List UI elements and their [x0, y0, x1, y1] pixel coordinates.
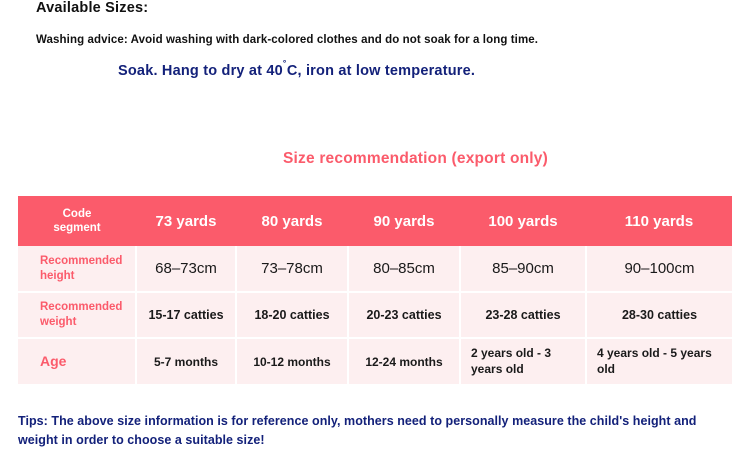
table-header-row	[18, 196, 732, 246]
cell-weight-90: 20-23 catties	[348, 292, 460, 338]
cell-height-110: 90–100cm	[586, 246, 732, 292]
degree-symbol: ˚	[282, 60, 287, 72]
cell-weight-80: 18-20 catties	[236, 292, 348, 338]
header-size-90: 90 yards	[348, 196, 460, 246]
cell-weight-100: 23-28 catties	[460, 292, 586, 338]
cell-age-80: 10-12 months	[236, 338, 348, 384]
row-label-height-line1: Recommended	[40, 254, 123, 267]
row-label-height-line2: height	[40, 269, 75, 282]
row-label-age: Age	[18, 338, 136, 384]
size-table-body	[18, 246, 732, 384]
soak-instruction-text	[118, 60, 475, 79]
row-label-weight	[18, 292, 136, 338]
header-code-segment-line1: Code	[62, 207, 92, 220]
header-size-73: 73 yards	[136, 196, 236, 246]
header-size-110: 110 yards	[586, 196, 732, 246]
soak-instruction-suffix: C, iron at low temperature.	[286, 62, 476, 79]
row-label-height	[18, 246, 136, 292]
row-label-weight-line2: weight	[40, 316, 77, 328]
cell-age-73: 5-7 months	[136, 338, 236, 384]
table-row	[18, 338, 732, 384]
header-code-segment	[18, 196, 136, 246]
size-table-header	[18, 196, 732, 246]
cell-age-90: 12-24 months	[348, 338, 460, 384]
washing-advice-text: Washing advice: Avoid washing with dark-colored clothes and do not soak for a long time.	[36, 34, 539, 46]
cell-age-110: 4 years old - 5 years old	[586, 338, 732, 384]
soak-instruction-prefix: Soak. Hang to dry at 40	[118, 62, 283, 79]
cell-height-100: 85–90cm	[460, 246, 586, 292]
cell-weight-110: 28-30 catties	[586, 292, 732, 338]
table-row	[18, 292, 732, 338]
cell-age-100: 2 years old - 3 years old	[460, 338, 586, 384]
cell-height-90: 80–85cm	[348, 246, 460, 292]
cell-height-80: 73–78cm	[236, 246, 348, 292]
size-recommendation-title: Size recommendation (export only)	[283, 150, 548, 167]
cell-weight-73: 15-17 catties	[136, 292, 236, 338]
header-size-100: 100 yards	[460, 196, 586, 246]
available-sizes-heading: Available Sizes:	[36, 0, 149, 16]
header-size-80: 80 yards	[236, 196, 348, 246]
header-code-segment-line2: segment	[53, 222, 101, 234]
table-row	[18, 246, 732, 292]
row-label-weight-line1: Recommended	[40, 301, 123, 314]
tips-text: Tips: The above size information is for reference only, mothers need to personally measure the child's height and weight in order to choose a suitable size!	[18, 414, 697, 448]
cell-height-73: 68–73cm	[136, 246, 236, 292]
size-table	[18, 196, 732, 384]
